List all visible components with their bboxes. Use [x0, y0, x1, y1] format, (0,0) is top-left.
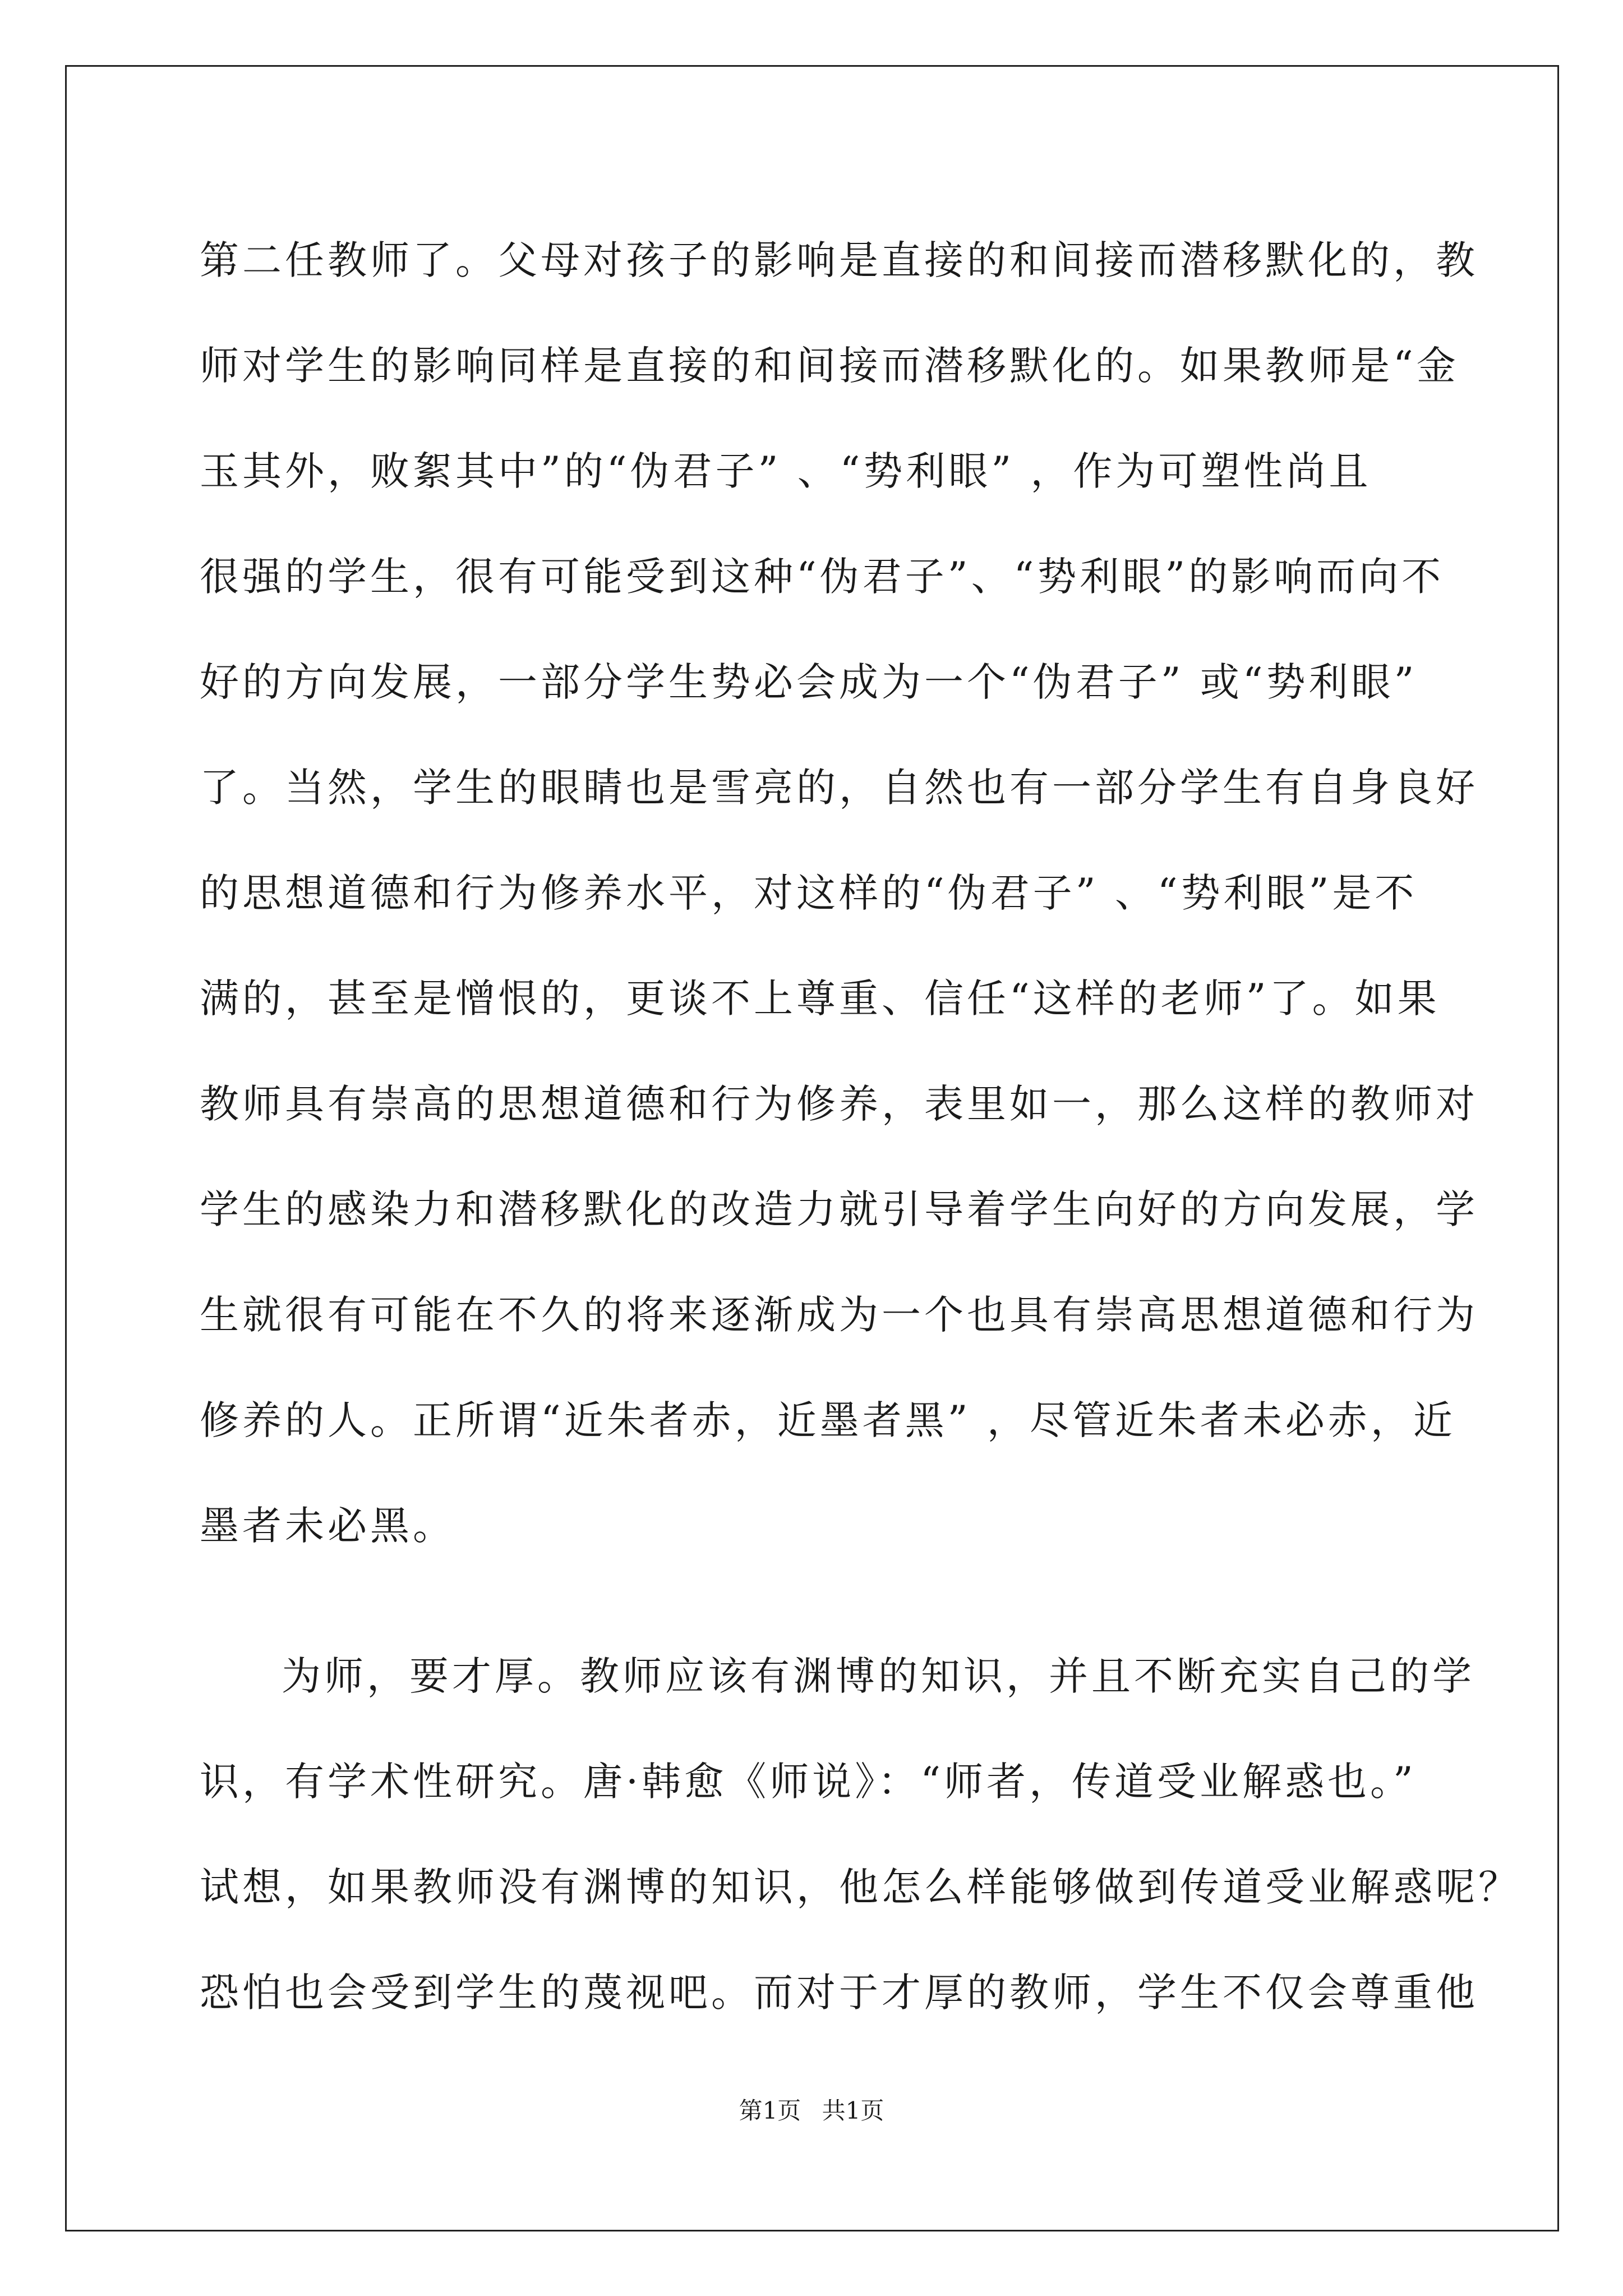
text-line: 恐怕也会受到学生的蔑视吧。而对于才厚的教师，学生不仅会尊重他: [200, 1970, 1478, 2016]
text-line: 好的方向发展，一部分学生势必会成为一个“伪君子” 或“势利眼”: [200, 659, 1418, 705]
text-line: 玉其外，败絮其中”的“伪君子” 、“势利眼” ，作为可塑性尚且: [200, 448, 1372, 494]
text-line: 试想，如果教师没有渊博的知识，他怎么样能够做到传道受业解惑呢？: [200, 1864, 1521, 1910]
text-line: 为师，要才厚。教师应该有渊博的知识，并且不断充实自己的学: [282, 1653, 1475, 1699]
text-line: 师对学生的影响同样是直接的和间接而潜移默化的。如果教师是“金: [200, 343, 1459, 389]
text-line: 教师具有崇高的思想道德和行为修养，表里如一，那么这样的教师对: [200, 1081, 1478, 1127]
page-total: 共1页: [822, 2097, 884, 2124]
page-footer: [0, 2092, 1623, 2126]
text-line: 了。当然，学生的眼睛也是雪亮的，自然也有一部分学生有自身良好: [200, 765, 1478, 811]
text-line: 生就很有可能在不久的将来逐渐成为一个也具有崇高思想道德和行为: [200, 1292, 1478, 1338]
text-line: 学生的感染力和潜移默化的改造力就引导着学生向好的方向发展，学: [200, 1186, 1478, 1232]
document-body: [200, 208, 1521, 2045]
text-line: 墨者未必黑。: [200, 1503, 455, 1549]
page-number: 第1页: [739, 2097, 801, 2124]
text-line: 识，有学术性研究。唐·韩愈《师说》：“师者，传道受业解惑也。”: [200, 1759, 1417, 1805]
text-line: 第二任教师了。父母对孩子的影响是直接的和间接而潜移默化的，教: [200, 237, 1478, 283]
text-line: 满的，甚至是憎恨的，更谈不上尊重、信任“这样的老师”了。如果: [200, 976, 1440, 1022]
text-line: 修养的人。正所谓“近朱者赤，近墨者黑” ，尽管近朱者未必赤，近: [200, 1397, 1456, 1443]
text-line: 很强的学生，很有可能受到这种“伪君子”、“势利眼”的影响而向不: [200, 554, 1445, 600]
paragraph-spacer: [200, 1579, 1433, 1623]
text-line: 的思想道德和行为修养水平，对这样的“伪君子” 、“势利眼”是不: [200, 870, 1418, 916]
